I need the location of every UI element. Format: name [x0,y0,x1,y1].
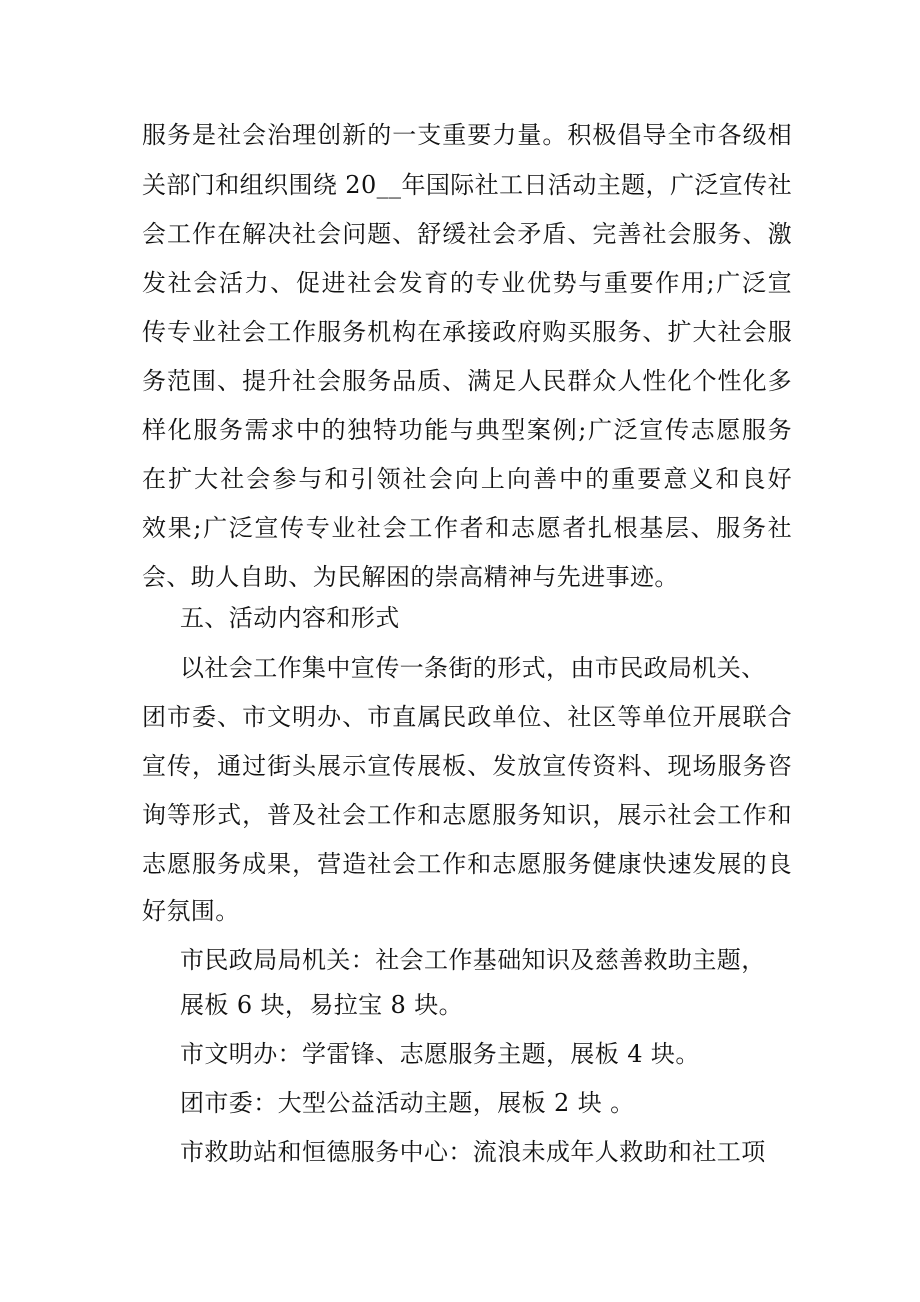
list-item: 展板 6 块，易拉宝 8 块。 [180,991,464,1019]
paragraph-line: 会、助人自助、为民解困的崇高精神与先进事迹。 [142,563,679,591]
paragraph-line: 团市委、市文明办、市直属民政单位、社区等单位开展联合 [142,703,792,731]
paragraph-line: 以社会工作集中宣传一条街的形式，由市民政局机关、 [180,654,766,682]
section-heading: 五、活动内容和形式 [180,604,400,632]
paragraph-line: 宣传，通过街头展示宣传展板、发放宣传资料、现场服务咨 [142,752,792,780]
paragraph-line: 询等形式，普及社会工作和志愿服务知识，展示社会工作和 [142,801,792,829]
list-item: 市救助站和恒德服务中心：流浪未成年人救助和社工项 [180,1138,766,1166]
list-item: 团市委：大型公益活动主题，展板 2 块 。 [180,1089,635,1117]
paragraph-line: 务范围、提升社会服务品质、满足人民群众人性化个性化多 [142,367,792,395]
paragraph-line: 效果;广泛宣传专业社会工作者和志愿者扎根基层、服务社 [142,514,792,542]
paragraph-line: 服务是社会治理创新的一支重要力量。积极倡导全市各级相 [142,121,792,149]
paragraph-line: 好氛围。 [142,897,240,925]
paragraph-line: 志愿服务成果，营造社会工作和志愿服务健康快速发展的良 [142,850,792,878]
paragraph-line: 会工作在解决社会问题、舒缓社会矛盾、完善社会服务、激 [142,220,792,248]
paragraph-line: 关部门和组织围绕 20__年国际社工日活动主题，广泛宣传社 [142,171,792,199]
paragraph-line: 发社会活力、促进社会发育的专业优势与重要作用;广泛宣 [142,269,792,297]
paragraph-line: 样化服务需求中的独特功能与典型案例;广泛宣传志愿服务 [142,416,792,444]
paragraph-line: 传专业社会工作服务机构在承接政府购买服务、扩大社会服 [142,318,792,346]
list-item: 市民政局局机关：社会工作基础知识及慈善救助主题， [180,946,766,974]
list-item: 市文明办：学雷锋、志愿服务主题，展板 4 块。 [180,1040,700,1068]
paragraph-line: 在扩大社会参与和引领社会向上向善中的重要意义和良好 [142,465,792,493]
